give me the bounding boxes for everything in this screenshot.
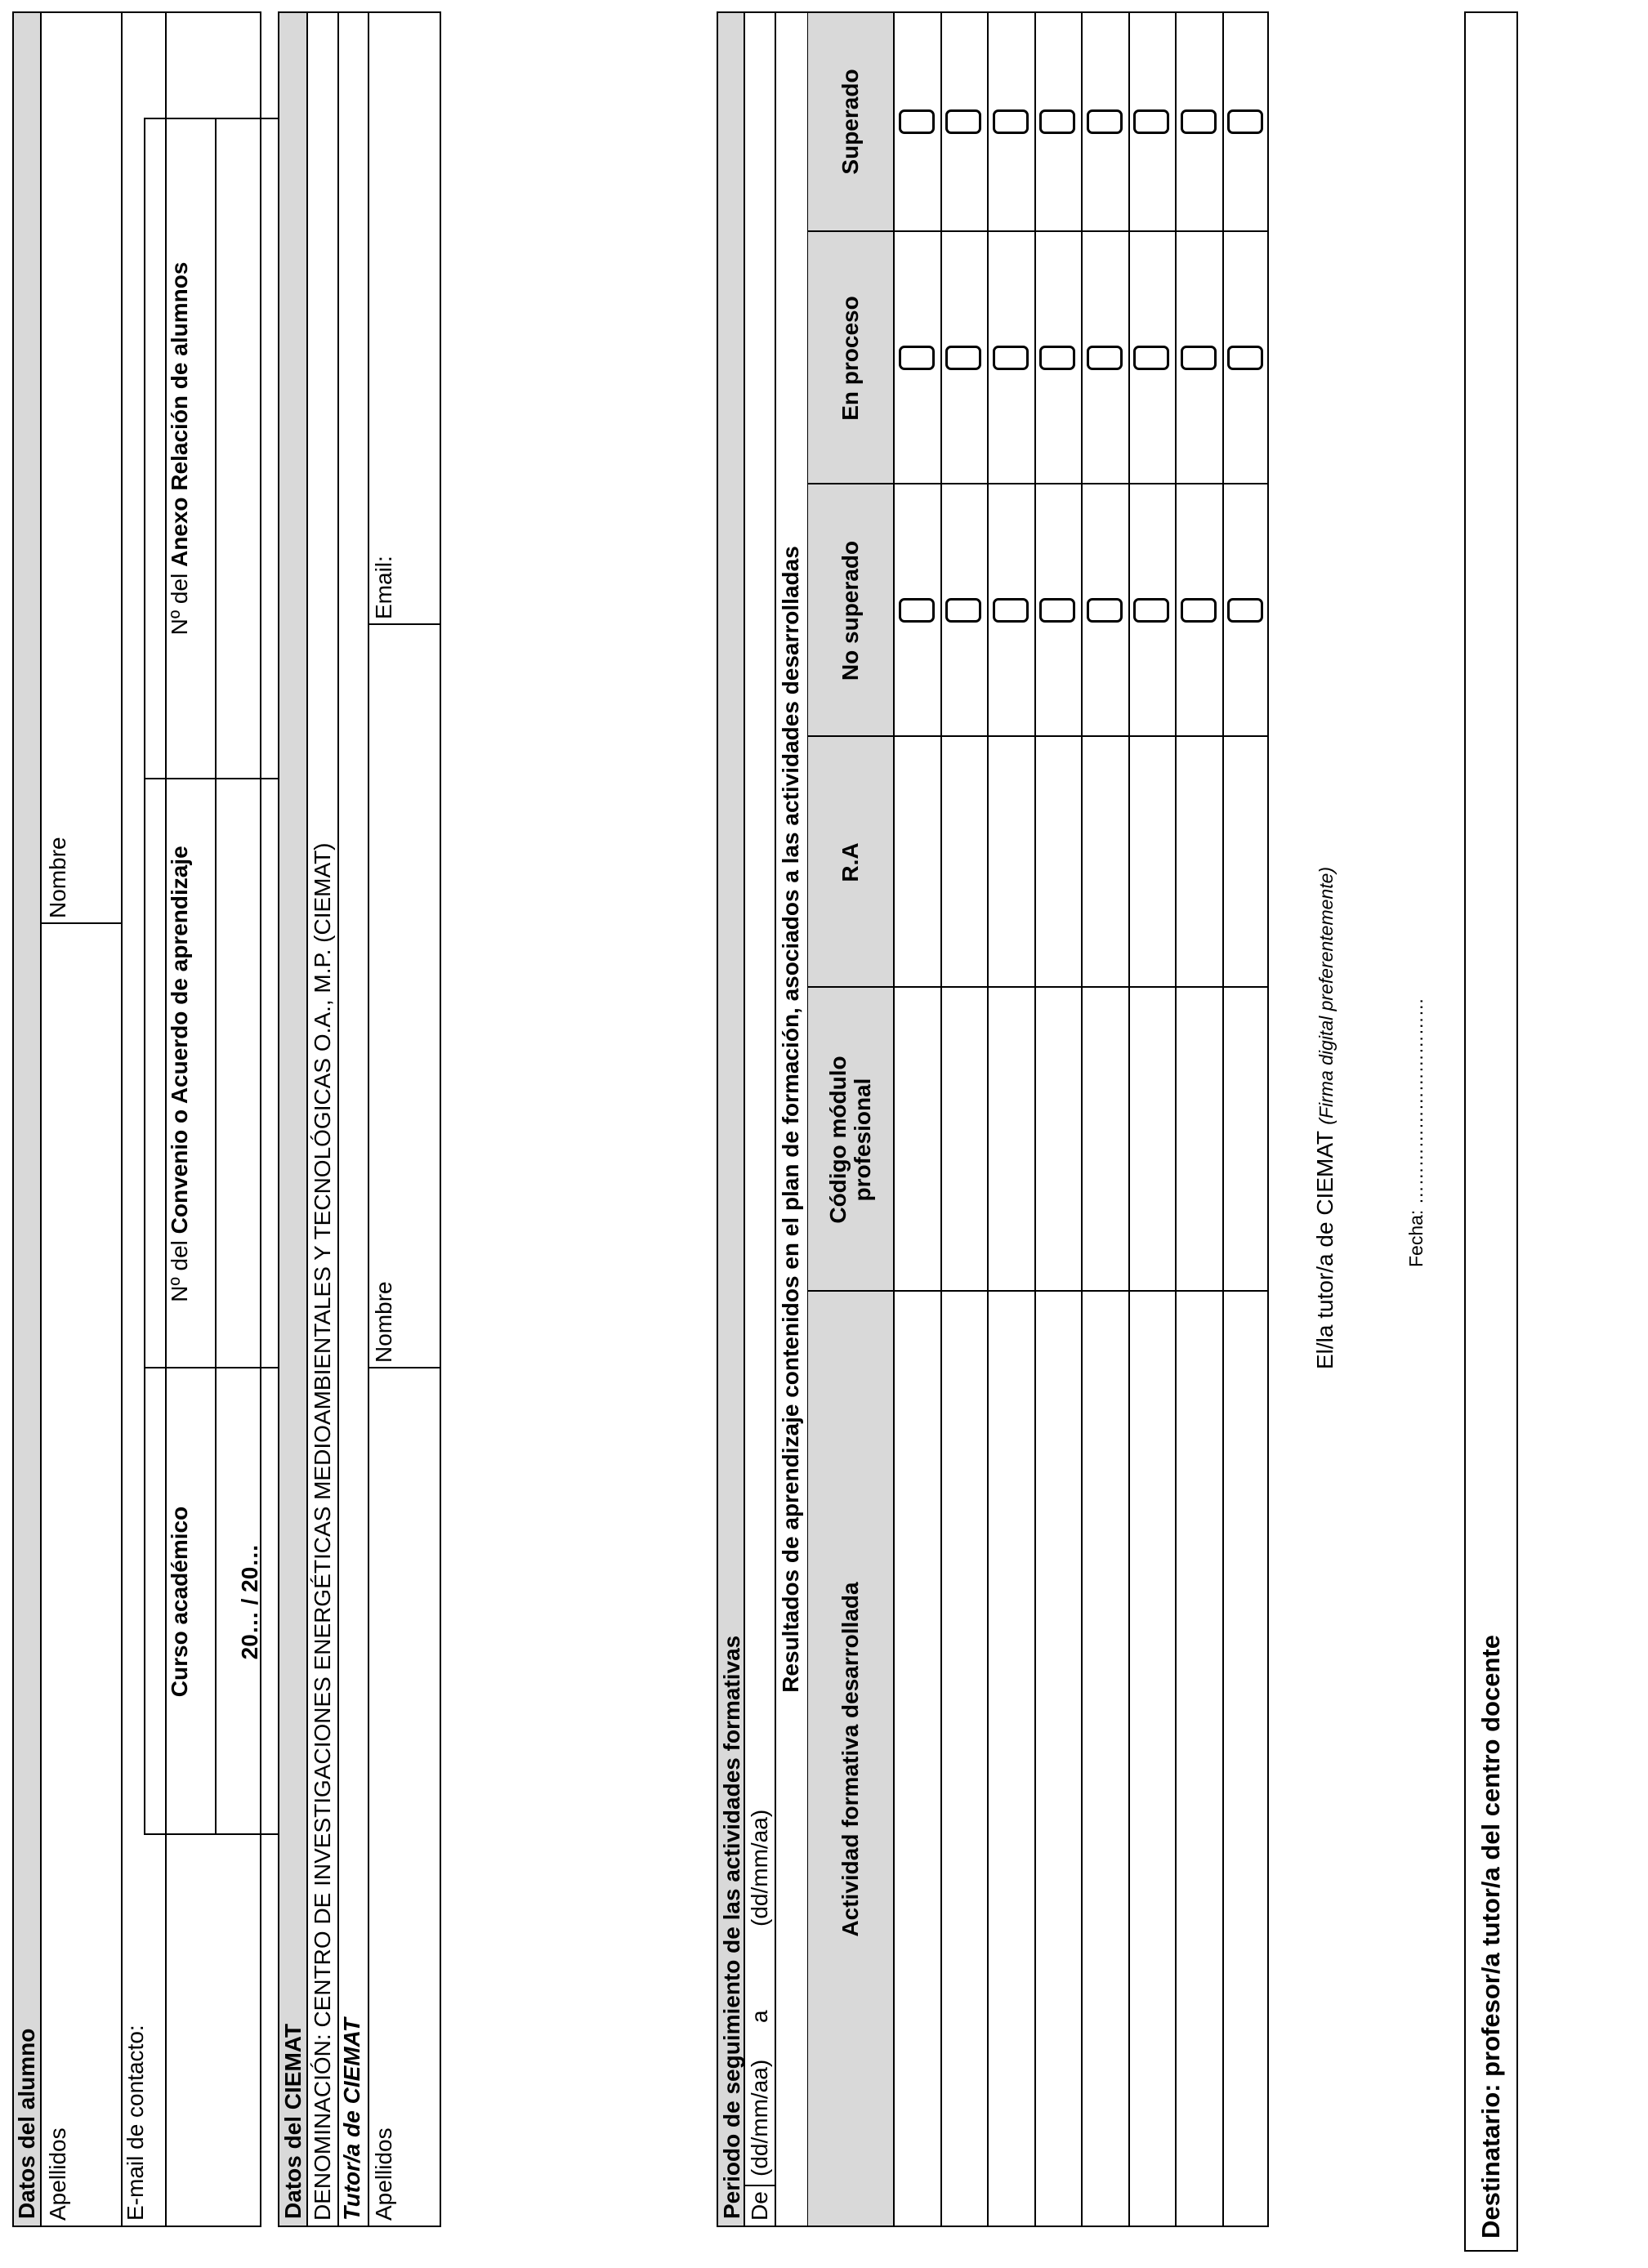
fecha-line: Fecha: …………………………… <box>1405 998 1427 1267</box>
periodo-divider <box>745 2185 775 2186</box>
alumno-nombre-field[interactable] <box>42 13 121 924</box>
col-en-proceso-header: En proceso <box>837 296 863 421</box>
curso-label: Curso académico <box>166 1506 192 1698</box>
alumno-email-field[interactable] <box>121 13 165 2226</box>
alumno-apellidos-field[interactable] <box>42 924 121 2226</box>
no-superado-checkbox[interactable] <box>899 599 935 623</box>
tutor-email-label: Email: <box>371 556 396 619</box>
destinatario-box <box>1464 11 1518 2252</box>
superado-checkbox[interactable] <box>1039 109 1075 134</box>
periodo-fecha1[interactable]: (dd/mm/aa) <box>747 2059 772 2176</box>
superado-checkbox[interactable] <box>993 109 1029 134</box>
en-proceso-checkbox[interactable] <box>1039 346 1075 371</box>
actividad-cell[interactable] <box>1130 1293 1174 2226</box>
periodo-a-label: a <box>747 2010 772 2023</box>
tutor-apellidos-label: Apellidos <box>371 2127 396 2221</box>
firma-line: El/la tutor/a de CIEMAT (Firma digital preferentemente) <box>1312 866 1338 1369</box>
actividad-cell[interactable] <box>895 1293 939 2226</box>
ra-cell[interactable] <box>1224 739 1268 986</box>
col-superado-header: Superado <box>837 69 863 175</box>
superado-checkbox[interactable] <box>899 109 935 134</box>
codigo-cell[interactable] <box>1130 989 1174 1290</box>
tutor-title: Tutor/a de CIEMAT <box>339 2018 364 2221</box>
codigo-cell[interactable] <box>1083 989 1127 1290</box>
superado-checkbox[interactable] <box>945 109 981 134</box>
no-superado-checkbox[interactable] <box>945 599 981 623</box>
tutor-email-field[interactable] <box>368 13 440 625</box>
periodo-title: Periodo de seguimiento de las actividades formativas <box>718 1635 744 2219</box>
col-actividad-header: Actividad formativa desarrollada <box>837 1582 863 1937</box>
alumno-nombre-label: Nombre <box>45 837 70 918</box>
codigo-cell[interactable] <box>942 989 986 1290</box>
alumno-apellidos-label: Apellidos <box>45 2127 70 2221</box>
codigo-cell[interactable] <box>1036 989 1080 1290</box>
ra-cell[interactable] <box>1083 739 1127 986</box>
no-superado-checkbox[interactable] <box>1133 599 1169 623</box>
ra-cell[interactable] <box>989 739 1033 986</box>
ra-cell[interactable] <box>942 739 986 986</box>
en-proceso-checkbox[interactable] <box>1181 346 1217 371</box>
col-codigo-header <box>807 988 893 1292</box>
no-superado-checkbox[interactable] <box>1039 599 1075 623</box>
superado-checkbox[interactable] <box>1181 109 1217 134</box>
alumno-email-label: E-mail de contacto: <box>123 2025 148 2221</box>
no-superado-checkbox[interactable] <box>993 599 1029 623</box>
actividad-cell[interactable] <box>1083 1293 1127 2226</box>
superado-checkbox[interactable] <box>1133 109 1169 134</box>
no-superado-checkbox[interactable] <box>1227 599 1263 623</box>
tutor-apellidos-field[interactable] <box>368 1368 440 2226</box>
actividad-cell[interactable] <box>942 1293 986 2226</box>
actividad-cell[interactable] <box>1224 1293 1268 2226</box>
ciemat-title: Datos del CIEMAT <box>279 2023 306 2219</box>
codigo-cell[interactable] <box>1224 989 1268 1290</box>
en-proceso-checkbox[interactable] <box>1087 346 1123 371</box>
anexo-label: Nº del Anexo Relación de alumnos <box>166 261 192 636</box>
en-proceso-checkbox[interactable] <box>1227 346 1263 371</box>
en-proceso-checkbox[interactable] <box>1133 346 1169 371</box>
no-superado-checkbox[interactable] <box>1181 599 1217 623</box>
codigo-cell[interactable] <box>989 989 1033 1290</box>
curso-value: 20… / 20… <box>237 1543 262 1660</box>
ra-cell[interactable] <box>1177 739 1221 986</box>
actividad-cell[interactable] <box>989 1293 1033 2226</box>
codigo-cell[interactable] <box>1177 989 1221 1290</box>
codigo-cell[interactable] <box>895 989 939 1290</box>
en-proceso-checkbox[interactable] <box>899 346 935 371</box>
actividad-cell[interactable] <box>1036 1293 1080 2226</box>
superado-checkbox[interactable] <box>1227 109 1263 134</box>
col-ra-header: R.A <box>837 842 863 882</box>
periodo-fecha2[interactable]: (dd/mm/aa) <box>747 1809 772 1926</box>
periodo-de-label: De <box>747 2191 772 2221</box>
col-no-superado-header: No superado <box>837 540 863 681</box>
en-proceso-checkbox[interactable] <box>993 346 1029 371</box>
alumno-title: Datos del alumno <box>14 2028 39 2219</box>
resultados-title: Resultados de aprendizaje contenidos en el plan de formación, asociados a las actividades desarrolladas <box>778 546 803 1693</box>
tutor-nombre-field[interactable] <box>368 625 440 1368</box>
col-codigo-line2: profesional <box>849 1078 875 1202</box>
superado-checkbox[interactable] <box>1087 109 1123 134</box>
ra-cell[interactable] <box>1036 739 1080 986</box>
ciemat-denominacion: DENOMINACIÓN: CENTRO DE INVESTIGACIONES ENERGÉTICAS MEDIOAMBIENTALES Y TECNOLÓGICAS O.A., M.P. (CIEMAT) <box>310 842 335 2221</box>
col-codigo-line1: Código módulo <box>825 1056 851 1224</box>
ra-cell[interactable] <box>1130 739 1174 986</box>
tutor-nombre-label: Nombre <box>371 1281 396 1363</box>
no-superado-checkbox[interactable] <box>1087 599 1123 623</box>
actividad-cell[interactable] <box>1177 1293 1221 2226</box>
destinatario-text: Destinatario: profesor/a tutor/a del centro docente <box>1476 1635 1505 2239</box>
convenio-label: Nº del Convenio o Acuerdo de aprendizaje <box>166 846 192 1302</box>
ra-cell[interactable] <box>895 739 939 986</box>
en-proceso-checkbox[interactable] <box>945 346 981 371</box>
